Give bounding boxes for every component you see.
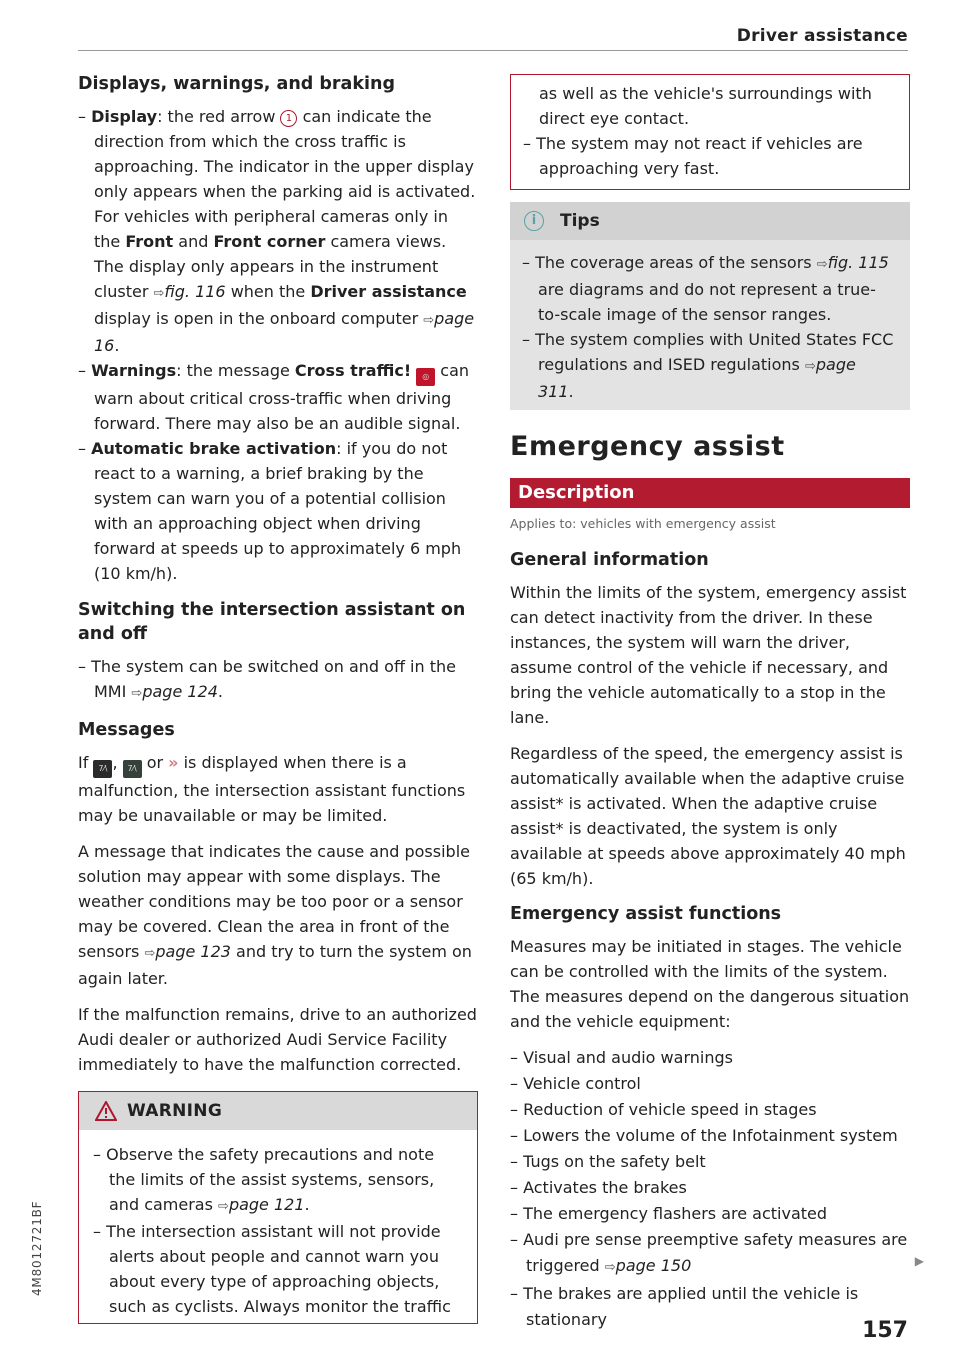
list-item: – The coverage areas of the sensors ⇨fig. 115 are diagrams and do not represent a true-to-scale image of the sensor ranges. <box>522 250 894 327</box>
list-item: – The brakes are applied until the vehicle is stationary <box>510 1281 910 1333</box>
fig-ref-link[interactable]: fig. 116 <box>164 282 226 301</box>
heading-general: General information <box>510 550 709 570</box>
heading-switching: Switching the intersection assistant on and off <box>78 600 466 644</box>
list-item: – Activates the brakes <box>510 1175 910 1201</box>
displays-list <box>78 104 478 586</box>
warning-list <box>93 1142 461 1319</box>
warning-continued-box <box>510 74 910 190</box>
ref-arrow-icon: ⇨ <box>423 313 435 328</box>
intersection-assist-alt-icon: 7⁄\ <box>123 760 142 778</box>
page-ref-link[interactable]: page 150 <box>615 1256 692 1275</box>
list-item-warnings: – Warnings: the message Cross traffic! ◎ can warn about critical cross-traffic when driving forward. There may also be an audible signal. <box>78 358 478 436</box>
list-item: – The emergency flashers are activated <box>510 1201 910 1227</box>
warning-triangle-icon <box>95 1101 117 1121</box>
applies-to: Applies to: vehicles with emergency assist <box>510 516 776 531</box>
description-bar: Description <box>510 478 910 508</box>
left-column <box>78 72 478 1324</box>
ref-arrow-icon: ⇨ <box>604 1260 616 1275</box>
heading-emergency-assist: Emergency assist <box>510 431 785 462</box>
heading-displays: Displays, warnings, and braking <box>78 74 395 94</box>
list-item: – Observe the safety precautions and note the limits of the assist systems, sensors, and cameras ⇨page 121. <box>93 1142 461 1219</box>
ref-arrow-icon: ⇨ <box>816 257 828 272</box>
tips-box <box>510 202 910 410</box>
page-number: 157 <box>862 1318 908 1343</box>
tips-header: i Tips <box>510 202 910 240</box>
list-item: – The system complies with United States FCC regulations and ISED regulations ⇨page 311. <box>522 327 894 404</box>
page-ref-link[interactable]: page 16 <box>94 309 475 355</box>
list-item: – Reduction of vehicle speed in stages <box>510 1097 910 1123</box>
list-item-auto-brake: – Automatic brake activation: if you do not react to a warning, a brief braking by the system can warn you of a potential collision with an approaching object when driving forward at speeds up to approximately 6 mph (10 km/h). <box>78 436 478 586</box>
malfunction-paragraph: If the malfunction remains, drive to an authorized Audi dealer or authorized Audi Service Facility immediately to have the malfunction corrected. <box>78 1005 477 1074</box>
list-item: – Lowers the volume of the Infotainment system <box>510 1123 910 1149</box>
callout-1-icon: 1 <box>280 110 297 127</box>
list-item: – Audi pre sense preemptive safety measures are triggered ⇨page 150 <box>510 1227 910 1281</box>
ref-arrow-icon: ⇨ <box>153 286 165 301</box>
right-column <box>510 76 910 1345</box>
ref-arrow-icon: ⇨ <box>804 359 816 374</box>
speed-paragraph: Regardless of the speed, the emergency assist is automatically available when the adaptive cruise assist* is activated. When the adaptive cruise assist* is deactivated, the system is only available at speeds above approximately 40 mph (65 km/h). <box>510 744 906 888</box>
section-title: Driver assistance <box>736 26 908 46</box>
tips-list <box>522 250 894 404</box>
heading-functions: Emergency assist functions <box>510 904 782 924</box>
heading-messages: Messages <box>78 720 175 740</box>
fig-ref-link[interactable]: fig. 115 <box>827 253 889 272</box>
switch-list <box>78 654 478 706</box>
list-item-switch: – The system can be switched on and off in the MMI ⇨page 124. <box>78 654 478 706</box>
continued-list <box>523 131 893 181</box>
intersection-assist-icon: 7⁄\ <box>93 760 112 778</box>
continue-arrow-icon: ▶ <box>914 1254 924 1268</box>
ref-arrow-icon: ⇨ <box>218 1199 229 1214</box>
warning-box <box>78 1091 478 1324</box>
page-ref-link[interactable]: page 124 <box>142 682 218 701</box>
list-item: – The intersection assistant will not provide alerts about people and cannot warn you about every type of approaching objects, such as cyclists. Always monitor the traffic <box>93 1219 461 1319</box>
functions-list <box>510 1045 910 1333</box>
page-ref-link[interactable]: page 123 <box>155 942 231 961</box>
page-ref-link[interactable]: page 121 <box>228 1195 305 1214</box>
measures-paragraph: Measures may be initiated in stages. The vehicle can be controlled with the limits of the system. The measures depend on the dangerous situation and the vehicle equipment: <box>510 937 910 1031</box>
header-rule <box>78 50 908 51</box>
page-ref-link[interactable]: page 311 <box>538 355 856 401</box>
list-item: – Tugs on the safety belt <box>510 1149 910 1175</box>
ref-arrow-icon: ⇨ <box>131 686 143 701</box>
list-item-display: – Display: the red arrow 1 can indicate the direction from which the cross traffic is approaching. The indicator in the upper display only appears when the parking aid is activated. For vehicles with peripheral cameras only in the Front and Front corner camera views. The display only appears in the instrument cluster ⇨fig. 116 when the Driver assistance display is open in the onboard computer ⇨page 16. <box>78 104 478 358</box>
list-item: – The system may not react if vehicles are approaching very fast. <box>523 131 893 181</box>
list-item: – Visual and audio warnings <box>510 1045 910 1071</box>
malfunction-chevron-icon: » <box>168 753 179 772</box>
continued-text: as well as the vehicle's surroundings with direct eye contact. <box>539 84 872 128</box>
cause-paragraph: A message that indicates the cause and possible solution may appear with some displays. The weather conditions may be too poor or a sensor may be covered. Clean the area in front of the sensors ⇨page 123 and try to turn the system on again later. <box>78 842 472 988</box>
warning-header: WARNING <box>79 1092 477 1130</box>
document-code: 4M8012721BF <box>30 1200 44 1296</box>
messages-paragraph: If 7⁄\ , 7⁄\ or » is displayed when there is a malfunction, the intersection assistant functions may be unavailable or may be limited. <box>78 753 466 825</box>
general-paragraph: Within the limits of the system, emergency assist can detect inactivity from the driver. In these instances, the system will warn the driver, assume control of the vehicle if necessary, and bring the vehicle automatically to a stop in the lane. <box>510 583 907 727</box>
cross-traffic-warning-icon: ◎ <box>416 368 435 386</box>
ref-arrow-icon: ⇨ <box>144 946 156 961</box>
info-icon: i <box>524 211 544 231</box>
list-item: – Vehicle control <box>510 1071 910 1097</box>
